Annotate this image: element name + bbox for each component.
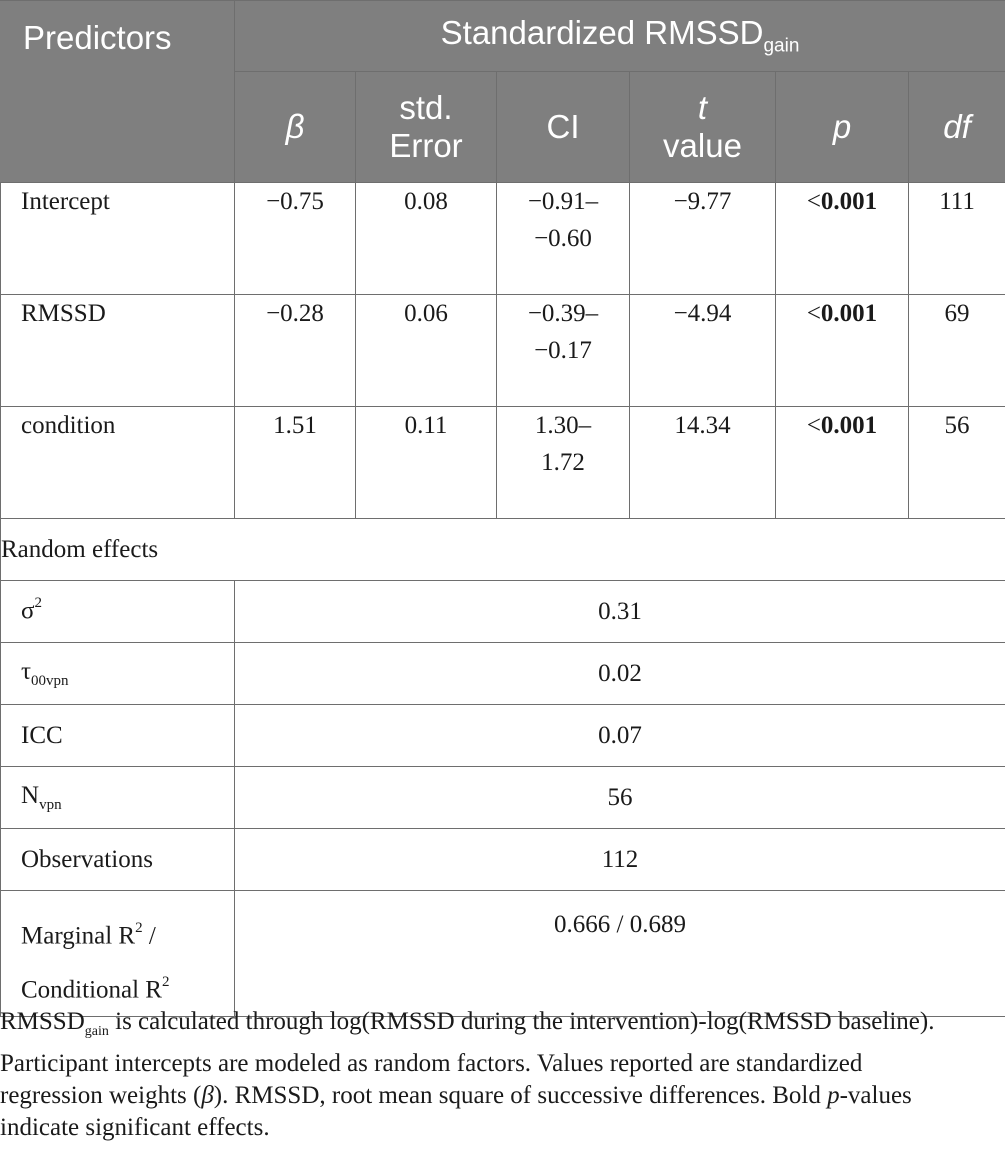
p-cell: <0.001 — [776, 407, 909, 519]
beta-cell: −0.28 — [235, 295, 356, 407]
row-label: condition — [1, 407, 235, 519]
observations-row — [1, 829, 1005, 891]
t-cell: 14.34 — [630, 407, 776, 519]
n-label: $N_{vpn}$ — [1, 767, 235, 829]
table-row — [1, 295, 1005, 407]
icc-label: ICC — [1, 705, 235, 767]
se-cell: 0.11 — [356, 407, 497, 519]
n-value: 56 — [235, 767, 1005, 829]
df-cell: 111 — [909, 183, 1005, 295]
df-cell: 56 — [909, 407, 1005, 519]
observations-value: 112 — [235, 829, 1005, 891]
header-predictors: Predictors — [1, 1, 235, 183]
header-model-title: Standardized $RMSSD_{gain}$ — [235, 1, 1005, 72]
beta-cell: 1.51 — [235, 407, 356, 519]
tau-value: 0.02 — [235, 643, 1005, 705]
se-cell: 0.08 — [356, 183, 497, 295]
table-row — [1, 407, 1005, 519]
header-ci: CI — [497, 72, 630, 183]
sigma2-label: $\sigma^2$ — [1, 581, 235, 643]
r2-label: Marginal $R^2$ / Conditional $R^2$ — [1, 891, 235, 1017]
t-cell: −4.94 — [630, 295, 776, 407]
footnote-line-4: indicate significant effects. — [0, 1114, 270, 1141]
tau-row — [1, 643, 1005, 705]
header-std-error: std. Error — [356, 72, 497, 183]
ci-cell: 1.30– 1.72 — [497, 407, 630, 519]
sigma2-row — [1, 581, 1005, 643]
row-label: Intercept — [1, 183, 235, 295]
header-p: p — [776, 72, 909, 183]
df-cell: 69 — [909, 295, 1005, 407]
sigma2-value: 0.31 — [235, 581, 1005, 643]
row-label: RMSSD — [1, 295, 235, 407]
random-effects-row — [1, 519, 1005, 581]
se-cell: 0.06 — [356, 295, 497, 407]
n-row — [1, 767, 1005, 829]
header-df: df — [909, 72, 1005, 183]
icc-row — [1, 705, 1005, 767]
p-cell: <0.001 — [776, 183, 909, 295]
r2-value: 0.666 / 0.689 — [235, 891, 1005, 1017]
footnote-line-2: Participant intercepts are modeled as random factors. Values reported are standardized — [0, 1050, 863, 1077]
footnote-line-3: regression weights (β). RMSSD, root mean square of successive differences. Bold p-values — [0, 1082, 912, 1109]
header-t-value: t value — [630, 72, 776, 183]
icc-value: 0.07 — [235, 705, 1005, 767]
table-footnote — [0, 1006, 1005, 1144]
random-effects-title: Random effects — [1, 519, 1005, 581]
tau-label: $\tau_{00vpn}$ — [1, 643, 235, 705]
r2-row — [1, 891, 1005, 1017]
p-cell: <0.001 — [776, 295, 909, 407]
beta-cell: −0.75 — [235, 183, 356, 295]
observations-label: Observations — [1, 829, 235, 891]
table-row — [1, 183, 1005, 295]
ci-cell: −0.39– −0.17 — [497, 295, 630, 407]
footnote-line-1: $RMSSD_{gain}$ is calculated through log(RMSSD during the intervention)-log(RMSSD baseline). — [0, 1008, 935, 1039]
ci-cell: −0.91– −0.60 — [497, 183, 630, 295]
t-cell: −9.77 — [630, 183, 776, 295]
header-beta: β — [235, 72, 356, 183]
